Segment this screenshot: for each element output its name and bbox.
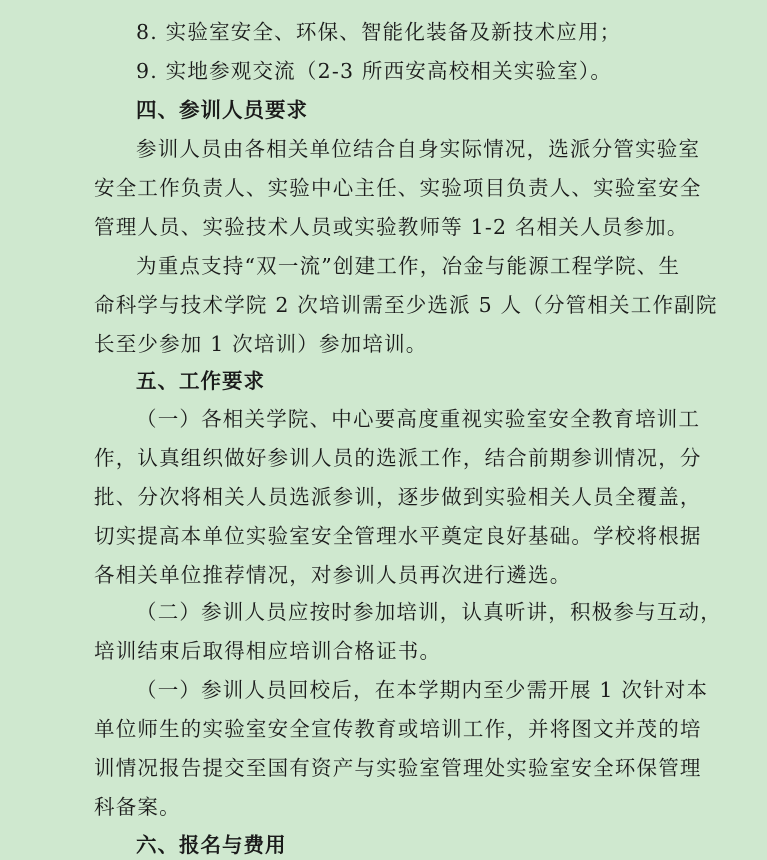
paragraph-line: 训情况报告提交至国有资产与实验室管理处实验室安全环保管理 <box>94 756 702 780</box>
paragraph-line: 各相关单位推荐情况，对参训人员再次进行遴选。 <box>94 563 572 587</box>
section-heading: 六、报名与费用 <box>136 833 287 857</box>
paragraph-line: 安全工作负责人、实验中心主任、实验项目负责人、实验室安全 <box>94 176 702 200</box>
paragraph-line: （二）参训人员应按时参加培训，认真听讲，积极参与互动， <box>136 600 722 624</box>
paragraph-line: 管理人员、实验技术人员或实验教师等 1-2 名相关人员参加。 <box>94 215 689 239</box>
paragraph-line: 长至少参加 1 次培训）参加培训。 <box>94 332 428 356</box>
list-item: 8. 实验室安全、环保、智能化装备及新技术应用； <box>136 20 622 44</box>
paragraph-line: （一）各相关学院、中心要高度重视实验室安全教育培训工 <box>136 407 701 431</box>
paragraph-line: 命科学与技术学院 2 次培训需至少选派 5 人（分管相关工作副院 <box>94 293 718 317</box>
paragraph-line: 科备案。 <box>94 795 181 819</box>
paragraph-line: 作，认真组织做好参训人员的选派工作，结合前期参训情况，分 <box>94 446 702 470</box>
list-item: 9. 实地参观交流（2-3 所西安高校相关实验室）。 <box>136 59 613 83</box>
paragraph-line: （一）参训人员回校后，在本学期内至少需开展 1 次针对本 <box>136 678 709 702</box>
section-heading: 五、工作要求 <box>136 369 265 393</box>
paragraph-line: 单位师生的实验室安全宣传教育或培训工作，并将图文并茂的培 <box>94 717 702 741</box>
paragraph-line: 切实提高本单位实验室安全管理水平奠定良好基础。学校将根据 <box>94 524 702 548</box>
paragraph-line: 参训人员由各相关单位结合自身实际情况，选派分管实验室 <box>136 137 701 161</box>
paragraph-line: 为重点支持“双一流”创建工作，冶金与能源工程学院、生 <box>136 254 681 278</box>
paragraph-line: 培训结束后取得相应培训合格证书。 <box>94 639 442 663</box>
section-heading: 四、参训人员要求 <box>136 98 308 122</box>
paragraph-line: 批、分次将相关人员选派参训，逐步做到实验相关人员全覆盖， <box>94 485 702 509</box>
